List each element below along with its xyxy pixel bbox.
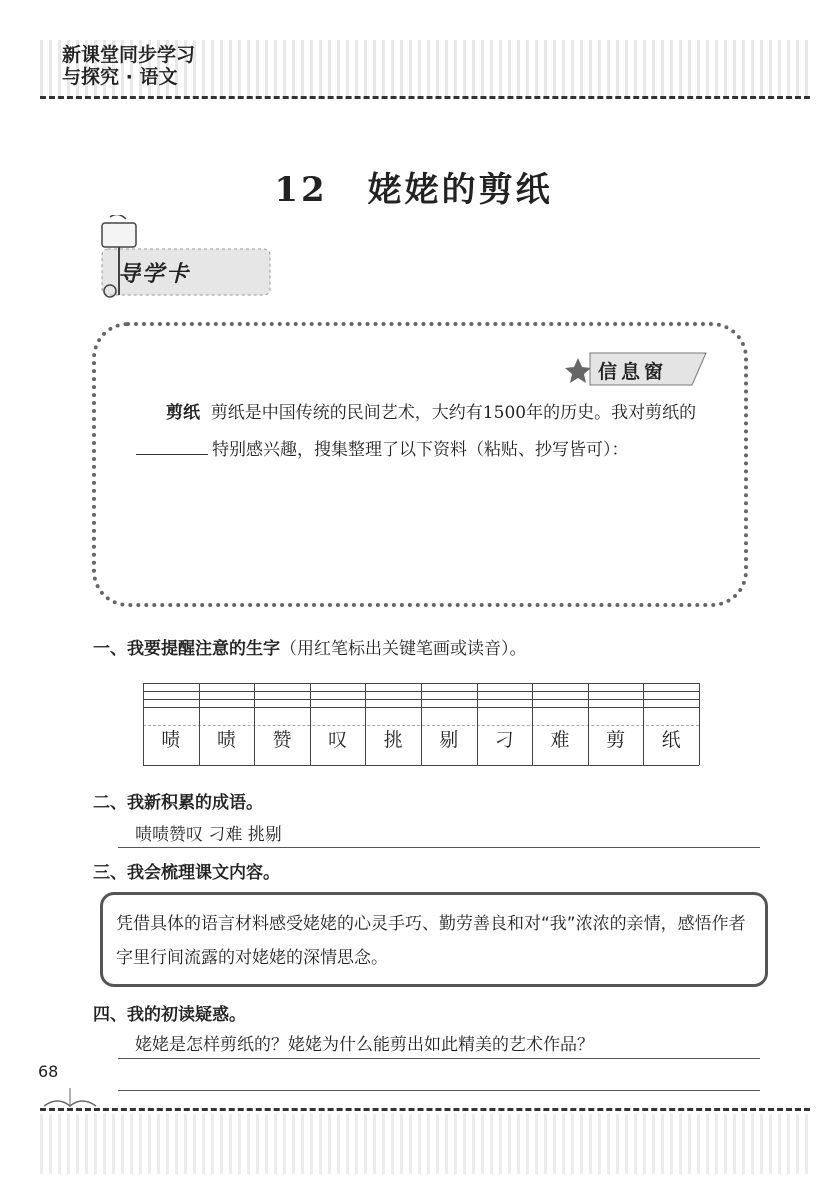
- grid-col: [254, 683, 255, 765]
- fill-blank[interactable]: [136, 454, 208, 455]
- grid-col: [365, 683, 366, 765]
- book-title-line1: 新课堂同步学习: [62, 44, 196, 66]
- grid-char: 叹: [328, 729, 348, 751]
- section1-number: 一、: [93, 639, 127, 659]
- section4-number: 四、: [93, 1005, 127, 1025]
- content-summary-text: 凭借具体的语言材料感受姥姥的心灵手巧、勤劳善良和对“我”浓浓的亲情，感悟作者字里行间流露的对姥姥的深情思念。: [116, 914, 746, 968]
- info-window-label: 信息窗: [598, 361, 668, 383]
- question-answer: 姥姥是怎样剪纸的？姥姥为什么能剪出如此精美的艺术作品？: [135, 1035, 594, 1055]
- grid-char: 刁: [494, 729, 514, 751]
- section4-heading: [93, 1000, 246, 1025]
- guide-badge-label: 导学卡: [118, 262, 191, 287]
- grid-rule: [143, 765, 699, 766]
- grid-char: 赞: [272, 729, 292, 751]
- answer-line[interactable]: [118, 1090, 760, 1091]
- info-text-part2: 特别感兴趣，搜集整理了以下资料（粘贴、抄写皆可）：: [212, 440, 629, 460]
- info-text-part1: 剪纸是中国传统的民间艺术，大约有1500年的历史。我对剪纸的: [210, 403, 697, 423]
- grid-col: [532, 683, 533, 765]
- footer-divider: [40, 1108, 810, 1111]
- section2-number: 二、: [93, 793, 127, 813]
- header-divider: [40, 96, 810, 99]
- grid-col: [310, 683, 311, 765]
- lesson-name: 姥姥的剪纸: [367, 170, 553, 210]
- grid-char: 啧: [161, 729, 181, 751]
- idiom-answer: 啧啧赞叹 刁难 挑剔: [135, 825, 282, 845]
- info-lead: 剪纸: [166, 403, 200, 423]
- info-text: [132, 395, 732, 469]
- lesson-title: [0, 162, 827, 211]
- grid-char: 纸: [661, 729, 681, 751]
- char-grid: [143, 683, 699, 765]
- grid-char: 难: [550, 729, 570, 751]
- section4-label: 我的初读疑惑。: [127, 1005, 246, 1025]
- grid-char: 剪: [606, 729, 626, 751]
- section2-label: 我新积累的成语。: [127, 793, 263, 813]
- lesson-number: 12: [274, 170, 328, 210]
- grid-col: [588, 683, 589, 765]
- answer-line[interactable]: [118, 1058, 760, 1059]
- section3-number: 三、: [93, 863, 127, 883]
- grid-char: 挑: [383, 729, 403, 751]
- section1-label: 我要提醒注意的生字: [127, 639, 280, 659]
- book-title-line2: 与探究 · 语文: [62, 66, 178, 88]
- book-title: [62, 44, 195, 88]
- page-number: 68: [38, 1062, 59, 1081]
- section1-note: （用红笔标出关键笔画或读音）。: [280, 639, 527, 659]
- section3-label: 我会梳理课文内容。: [127, 863, 280, 883]
- answer-line[interactable]: [118, 847, 760, 848]
- section1-heading: [93, 634, 527, 659]
- grid-col: [421, 683, 422, 765]
- section2-heading: [93, 788, 263, 813]
- grid-col: [477, 683, 478, 765]
- grid-col: [143, 683, 144, 765]
- footer-band: [40, 1114, 810, 1174]
- grid-char: 啧: [216, 729, 236, 751]
- grid-col: [199, 683, 200, 765]
- grid-char: 剔: [439, 729, 459, 751]
- grid-col: [643, 683, 644, 765]
- section3-heading: [93, 858, 280, 883]
- grid-col: [699, 683, 700, 765]
- book-icon: [40, 1080, 100, 1110]
